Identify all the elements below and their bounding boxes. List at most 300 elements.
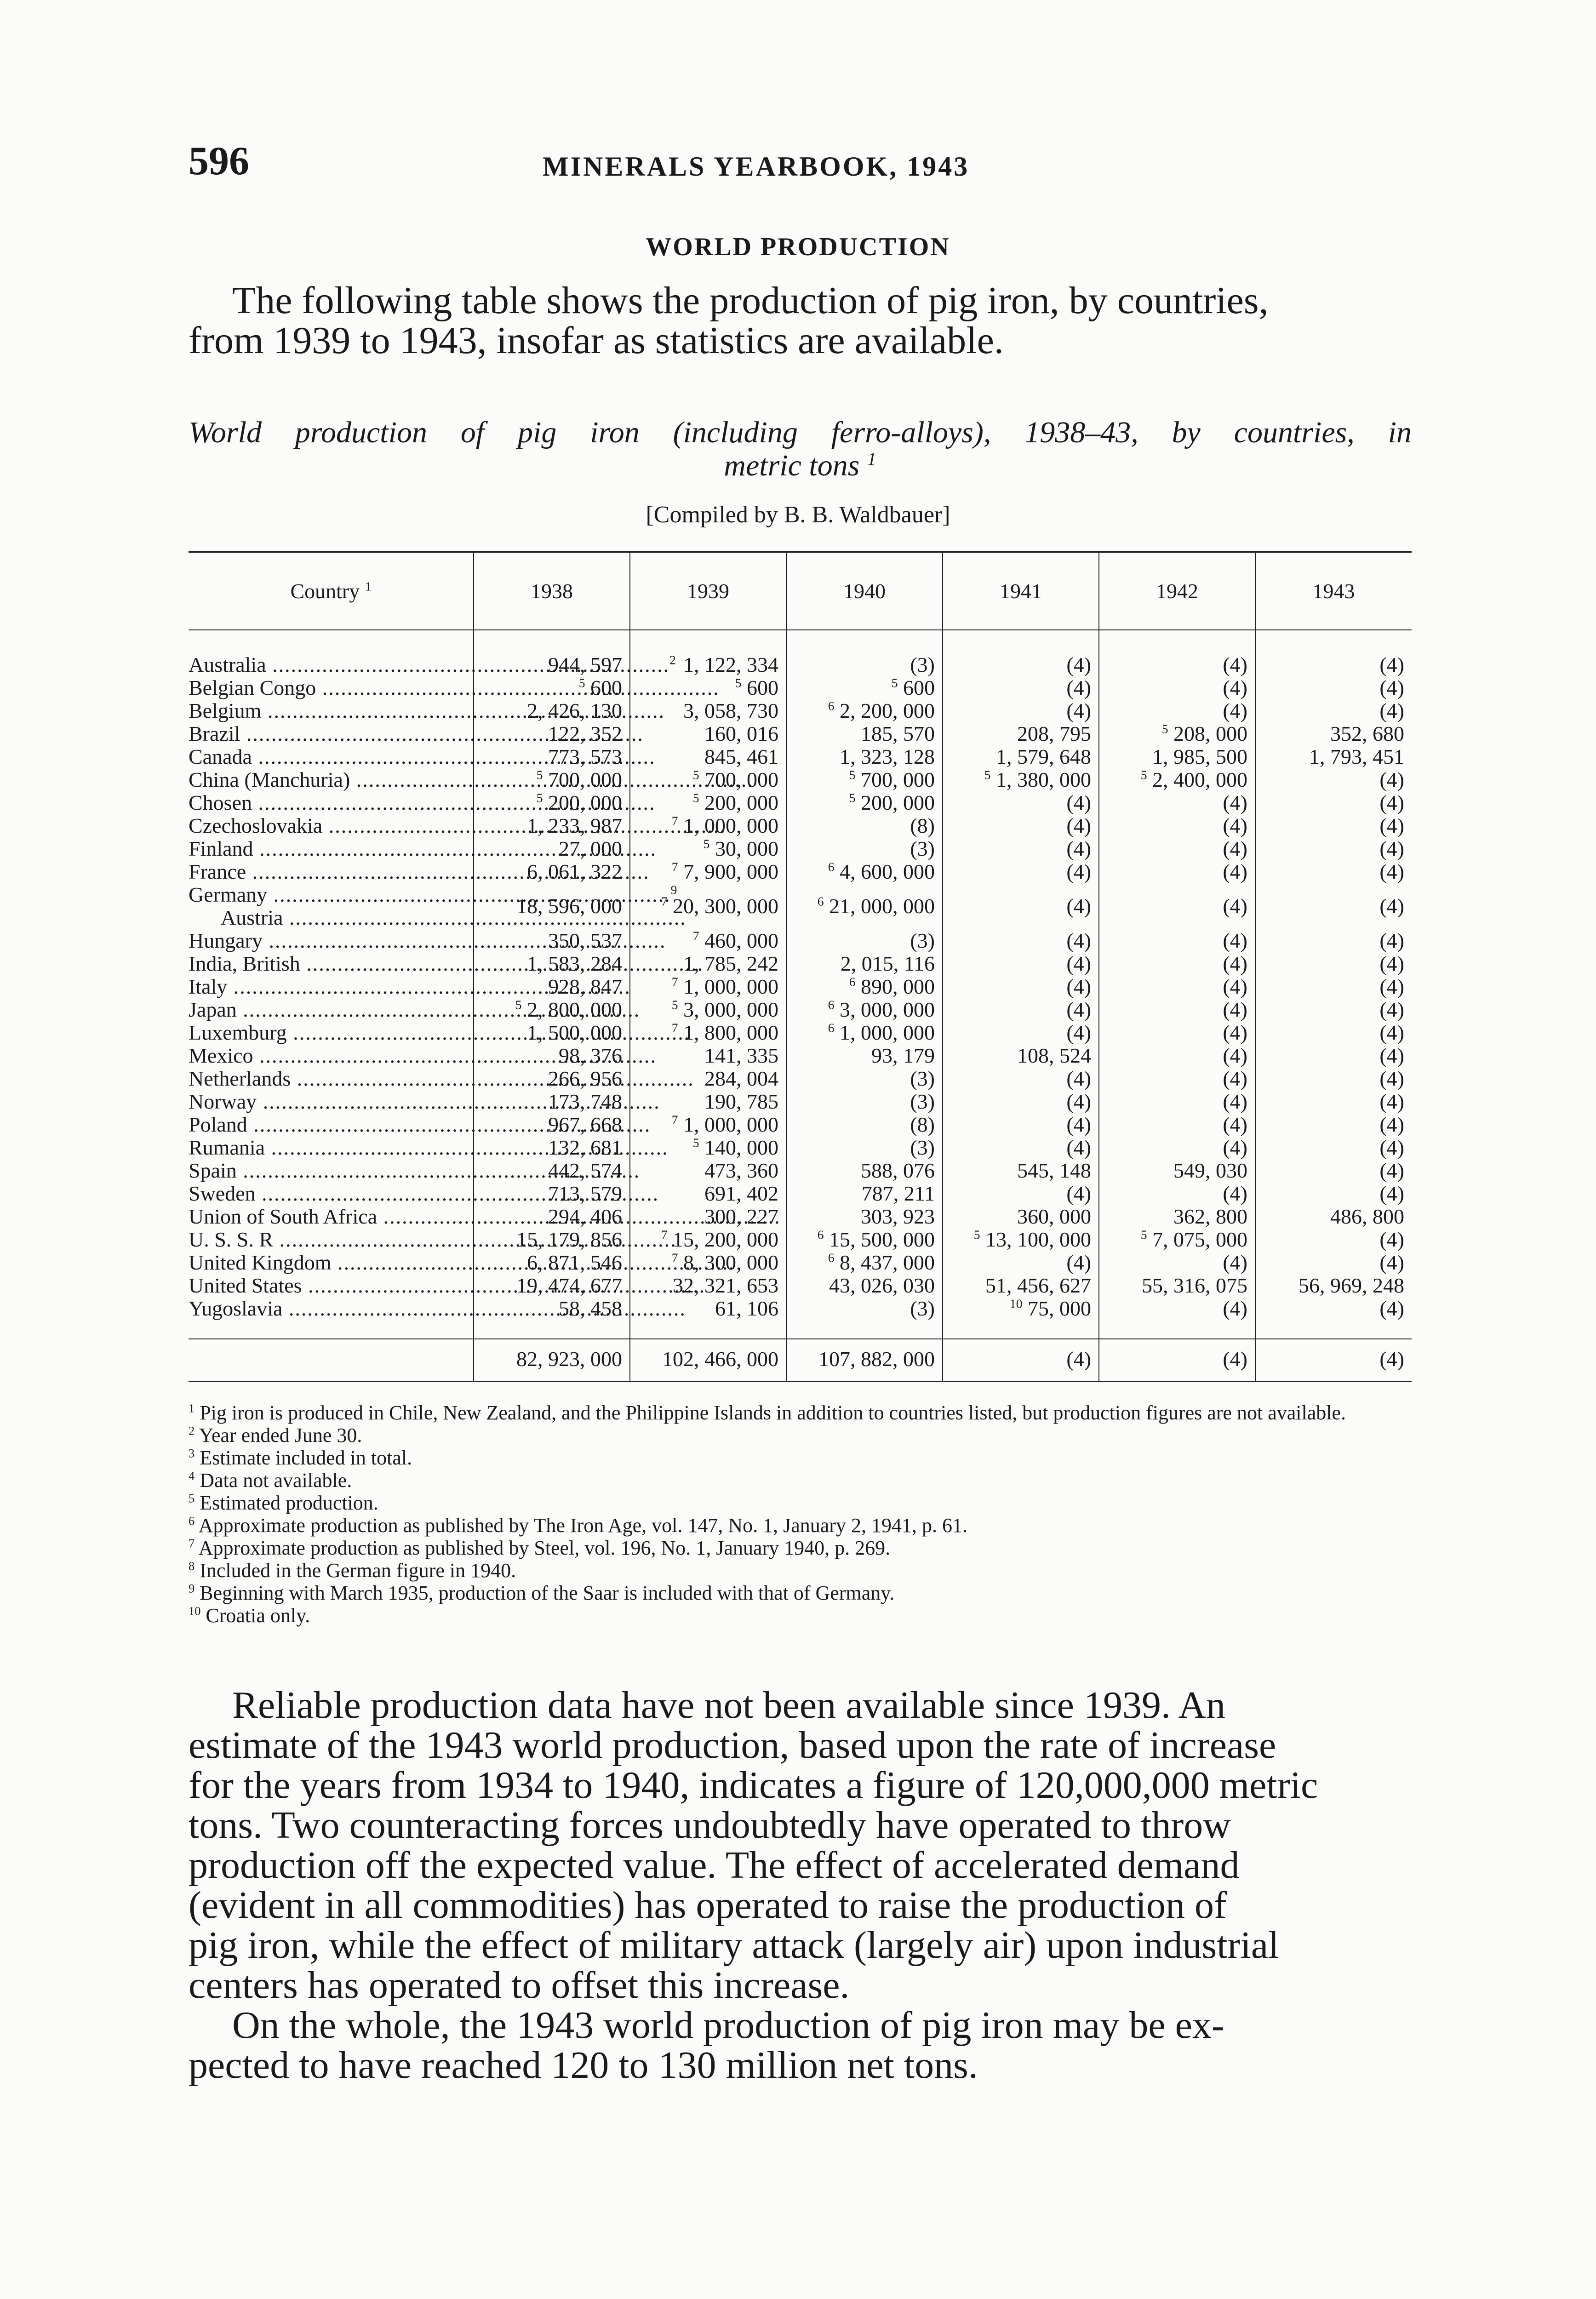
- value-footnote-ref: 7: [671, 1020, 678, 1035]
- value-text: 967, 668: [548, 1113, 622, 1136]
- footnote: [189, 1469, 1412, 1492]
- value-text: 928, 847: [548, 975, 622, 998]
- value-text: (4): [1066, 837, 1091, 860]
- value-cell: [786, 860, 943, 883]
- caption-text: metric tons: [724, 449, 860, 482]
- value-text: (4): [1379, 768, 1404, 791]
- value-cell: [1255, 883, 1412, 929]
- value-text: 284, 004: [704, 1067, 778, 1090]
- table-row: [189, 1297, 1412, 1339]
- value-cell: [943, 814, 1099, 837]
- value-cell: [1099, 1021, 1255, 1044]
- country-footnote-ref: 2: [669, 652, 676, 667]
- value-text: 2, 200, 000: [840, 699, 935, 722]
- value-text: 55, 316, 075: [1142, 1274, 1247, 1297]
- value-footnote-ref: 6: [828, 698, 835, 713]
- country-footnote-ref: 9: [670, 882, 677, 897]
- value-text: (4): [1223, 1090, 1247, 1113]
- value-cell: [1255, 814, 1412, 837]
- spacer-cell: [1255, 630, 1412, 653]
- value-text: 108, 524: [1017, 1044, 1091, 1067]
- value-text: (4): [1379, 929, 1404, 952]
- value-text: 1, 000, 000: [840, 1021, 935, 1044]
- value-text: 691, 402: [704, 1182, 778, 1205]
- country-cell: [189, 722, 474, 745]
- footnote: [189, 1447, 1412, 1469]
- value-text: (4): [1223, 952, 1247, 975]
- value-cell: [943, 676, 1099, 699]
- value-text: 160, 016: [704, 722, 778, 745]
- country-cell: [189, 1021, 474, 1044]
- value-text: 1, 122, 334: [683, 653, 778, 676]
- footnote: [189, 1401, 1412, 1424]
- value-text: 1, 785, 242: [683, 952, 778, 975]
- value-text: 1, 000, 000: [683, 975, 778, 998]
- value-cell: [943, 791, 1099, 814]
- value-text: 30, 000: [715, 837, 778, 860]
- table-row: [189, 1113, 1412, 1136]
- value-cell: [1255, 745, 1412, 768]
- value-text: (4): [1379, 1182, 1404, 1205]
- value-cell: [1255, 1136, 1412, 1159]
- value-text: 700, 000: [548, 768, 622, 791]
- header-year: 1940: [786, 552, 943, 630]
- value-cell: [786, 653, 943, 676]
- value-text: 1, 500, 000: [527, 1021, 622, 1044]
- country-cell: [189, 1113, 474, 1136]
- value-footnote-ref: 7: [661, 1227, 668, 1242]
- footnote-text: Beginning with March 1935, production of the Saar is included with that of Germany.: [200, 1582, 895, 1604]
- value-cell: [1255, 1251, 1412, 1274]
- country-name: Netherlands .....: [189, 1067, 694, 1090]
- country-cell: [189, 1044, 474, 1067]
- value-footnote-ref: 5: [536, 790, 543, 805]
- value-cell: [943, 1251, 1099, 1274]
- value-text: (4): [1223, 998, 1247, 1021]
- caption-line-2: [189, 449, 1412, 482]
- value-text: (3): [910, 929, 935, 952]
- body-line: Reliable production data have not been available since 1939. An: [232, 1684, 1225, 1727]
- value-footnote-ref: 6: [817, 1227, 824, 1242]
- value-text: (4): [1066, 814, 1091, 837]
- table-row: [189, 1021, 1412, 1044]
- value-text: 787, 211: [861, 1182, 935, 1205]
- value-cell: [786, 1182, 943, 1205]
- table-row: [189, 837, 1412, 860]
- value-cell: [1099, 768, 1255, 791]
- value-text: 15, 179, 856: [516, 1228, 622, 1251]
- table-row: [189, 883, 1412, 929]
- value-cell: [1255, 929, 1412, 952]
- country-name: Belgium .....: [189, 699, 665, 722]
- value-text: (4): [1223, 676, 1247, 699]
- footnote-number: 3: [189, 1446, 195, 1460]
- value-cell: [630, 975, 786, 998]
- value-text: 486, 800: [1330, 1205, 1404, 1228]
- value-text: (3): [910, 837, 935, 860]
- value-text: 51, 456, 627: [985, 1274, 1091, 1297]
- production-table: [189, 551, 1412, 1382]
- footnote-text: Year ended June 30.: [199, 1424, 362, 1447]
- value-cell: [1099, 975, 1255, 998]
- table-row: [189, 1274, 1412, 1297]
- value-text: 713, 579: [548, 1182, 622, 1205]
- footnote-number: 2: [189, 1424, 195, 1438]
- value-text: (3): [910, 1090, 935, 1113]
- value-cell: [943, 1090, 1099, 1113]
- value-text: (4): [1223, 699, 1247, 722]
- value-cell: [943, 1044, 1099, 1067]
- footnote-number: 9: [189, 1581, 195, 1596]
- value-text: 362, 800: [1173, 1205, 1247, 1228]
- table-row: [189, 975, 1412, 998]
- page-number: 596: [189, 139, 249, 183]
- value-text: (4): [1379, 1090, 1404, 1113]
- country-cell: [189, 1159, 474, 1182]
- value-cell: [1099, 722, 1255, 745]
- value-text: 200, 000: [861, 791, 935, 814]
- value-text: (4): [1066, 1021, 1091, 1044]
- body-line: (evident in all commodities) has operated to raise the production of: [189, 1884, 1227, 1927]
- value-text: (4): [1223, 791, 1247, 814]
- value-cell: [1099, 1228, 1255, 1251]
- value-cell: [1099, 1297, 1255, 1339]
- value-text: (4): [1066, 1090, 1091, 1113]
- value-text: (3): [910, 1136, 935, 1159]
- value-footnote-ref: 6: [828, 1250, 835, 1265]
- value-cell: [786, 1228, 943, 1251]
- footnotes: [189, 1401, 1412, 1627]
- value-text: 4, 600, 000: [840, 860, 935, 883]
- value-text: 352, 680: [1330, 722, 1404, 745]
- header-year: 1938: [474, 552, 630, 630]
- value-text: 18, 596, 000: [516, 894, 622, 918]
- footnote: [189, 1537, 1412, 1559]
- table-row: [189, 699, 1412, 722]
- value-cell: [1255, 1090, 1412, 1113]
- value-cell: [1099, 860, 1255, 883]
- value-text: (4): [1379, 1136, 1404, 1159]
- value-footnote-ref: 7: [671, 974, 678, 989]
- value-text: 13, 100, 000: [985, 1228, 1091, 1251]
- value-cell: [786, 837, 943, 860]
- value-text: 460, 000: [704, 929, 778, 952]
- table-row: [189, 998, 1412, 1021]
- value-cell: [786, 929, 943, 952]
- value-cell: [943, 837, 1099, 860]
- value-footnote-ref: 7: [671, 1112, 678, 1127]
- table-row: [189, 1205, 1412, 1228]
- value-footnote-ref: 5: [692, 1135, 699, 1150]
- value-footnote-ref: 5: [692, 767, 699, 782]
- country-name: Norway .....: [189, 1090, 660, 1113]
- country-cell: [189, 1205, 474, 1228]
- value-cell: [1099, 653, 1255, 676]
- value-text: 2, 800, 000: [527, 998, 622, 1021]
- country-cell: [189, 745, 474, 768]
- value-text: (4): [1066, 894, 1091, 918]
- table-row: [189, 1090, 1412, 1113]
- table-row: [189, 676, 1412, 699]
- value-cell: [1099, 929, 1255, 952]
- value-text: 773, 573: [548, 745, 622, 768]
- value-text: 1, 233, 987: [527, 814, 622, 837]
- value-footnote-ref: 5: [984, 767, 991, 782]
- table-row: [189, 929, 1412, 952]
- country-cell: [189, 860, 474, 883]
- value-text: 3, 058, 730: [683, 699, 778, 722]
- country-cell: [189, 1228, 474, 1251]
- intro-line: from 1939 to 1943, insofar as statistics are available.: [189, 319, 1004, 362]
- table-row: [189, 1159, 1412, 1182]
- value-cell: [786, 1067, 943, 1090]
- value-text: 944, 597: [548, 653, 622, 676]
- intro-line: The following table shows the production of pig iron, by countries,: [232, 279, 1269, 322]
- value-text: 200, 000: [548, 791, 622, 814]
- footnote-number: 1: [189, 1401, 195, 1415]
- footnote-number: 10: [189, 1604, 201, 1618]
- table-header-row: [189, 552, 1412, 630]
- country-cell: [189, 814, 474, 837]
- value-footnote-ref: 7: [671, 859, 678, 874]
- value-text: 600: [747, 676, 778, 699]
- body-line: production off the expected value. The effect of accelerated demand: [189, 1844, 1240, 1887]
- value-text: (4): [1379, 975, 1404, 998]
- country-name: Brazil .....: [189, 722, 644, 745]
- country-name: China (Manchuria) .....: [189, 768, 754, 791]
- value-text: 600: [903, 676, 935, 699]
- country-name: Union of South Africa .....: [189, 1205, 781, 1228]
- value-footnote-ref: 7: [671, 813, 678, 828]
- value-text: (4): [1223, 1251, 1247, 1274]
- value-text: 1, 793, 451: [1309, 745, 1404, 768]
- value-text: (4): [1223, 837, 1247, 860]
- country-cell: [189, 699, 474, 722]
- value-text: (4): [1379, 837, 1404, 860]
- value-text: (4): [1223, 1113, 1247, 1136]
- value-text: 185, 570: [861, 722, 935, 745]
- footnote: [189, 1582, 1412, 1604]
- value-text: 15, 200, 000: [673, 1228, 778, 1251]
- value-footnote-ref: 5: [536, 767, 543, 782]
- value-text: 7, 075, 000: [1152, 1228, 1247, 1251]
- value-text: 75, 000: [1028, 1297, 1091, 1320]
- section-heading: WORLD PRODUCTION: [646, 233, 950, 261]
- value-text: 549, 030: [1173, 1159, 1247, 1182]
- body-line: On the whole, the 1943 world production of pig iron may be ex-: [232, 2004, 1224, 2047]
- country-name: Rumania .....: [189, 1136, 669, 1159]
- value-text: (4): [1066, 653, 1091, 676]
- caption-footnote-ref: 1: [867, 449, 876, 469]
- value-text: 473, 360: [704, 1159, 778, 1182]
- value-text: (4): [1223, 1297, 1247, 1320]
- value-cell: [1099, 1205, 1255, 1228]
- value-text: (4): [1379, 653, 1404, 676]
- value-text: (4): [1379, 1251, 1404, 1274]
- value-cell: [786, 1044, 943, 1067]
- country-name: U. S. S. R .....: [189, 1228, 677, 1251]
- value-text: 2, 015, 116: [840, 952, 935, 975]
- value-footnote-ref: 5: [703, 836, 710, 851]
- value-text: (4): [1066, 1113, 1091, 1136]
- value-text: 700, 000: [704, 768, 778, 791]
- value-cell: [630, 998, 786, 1021]
- value-text: (4): [1379, 860, 1404, 883]
- footnote-number: 4: [189, 1469, 195, 1483]
- value-text: (4): [1379, 1228, 1404, 1251]
- country-cell: [189, 1067, 474, 1090]
- footnote-text: Approximate production as published by The Iron Age, vol. 147, No. 1, January 2, 1941, p. 61.: [198, 1514, 967, 1537]
- value-text: (4): [1223, 1021, 1247, 1044]
- value-cell: [786, 1090, 943, 1113]
- value-text: 208, 000: [1173, 722, 1247, 745]
- value-text: 1, 000, 000: [683, 1113, 778, 1136]
- value-cell: [1099, 699, 1255, 722]
- value-footnote-ref: 5: [671, 997, 678, 1012]
- country-cell: [189, 676, 474, 699]
- value-footnote-ref: 10: [1009, 1296, 1023, 1311]
- value-text: 190, 785: [704, 1090, 778, 1113]
- value-text: (4): [1066, 860, 1091, 883]
- value-text: (4): [1223, 653, 1247, 676]
- value-text: 1, 583, 284: [527, 952, 622, 975]
- body-paragraph-2: [189, 2005, 1412, 2085]
- value-footnote-ref: 7: [671, 1250, 678, 1265]
- value-cell: [786, 699, 943, 722]
- spacer-cell: [786, 630, 943, 653]
- footnote-number: 5: [189, 1491, 195, 1505]
- country-cell: [189, 1251, 474, 1274]
- value-text: 294, 406: [548, 1205, 622, 1228]
- value-cell: [1099, 1159, 1255, 1182]
- value-text: (3): [910, 1297, 935, 1320]
- value-footnote-ref: 5: [1161, 721, 1168, 736]
- body-line: centers has operated to offset this increase.: [189, 1964, 850, 2007]
- value-cell: [1099, 745, 1255, 768]
- table-row: [189, 768, 1412, 791]
- country-cell: [189, 837, 474, 860]
- footnote: [189, 1514, 1412, 1537]
- value-text: 2, 400, 000: [1152, 768, 1247, 791]
- value-cell: [1255, 1205, 1412, 1228]
- value-cell: [1099, 791, 1255, 814]
- value-cell: [1255, 676, 1412, 699]
- value-text: (4): [1379, 699, 1404, 722]
- table-row: [189, 814, 1412, 837]
- value-text: (4): [1066, 998, 1091, 1021]
- spacer-cell: [474, 630, 630, 653]
- footnote: [189, 1424, 1412, 1447]
- table-caption: [189, 416, 1412, 482]
- value-text: (4): [1223, 860, 1247, 883]
- value-cell: [1099, 676, 1255, 699]
- value-text: (4): [1223, 975, 1247, 998]
- value-cell: [1255, 975, 1412, 998]
- value-cell: [786, 975, 943, 998]
- value-cell: [1099, 883, 1255, 929]
- value-text: 58, 458: [559, 1297, 622, 1320]
- value-cell: [943, 860, 1099, 883]
- total-cell: (4): [1255, 1339, 1412, 1382]
- value-cell: [943, 1113, 1099, 1136]
- value-cell: [786, 1021, 943, 1044]
- value-text: (4): [1379, 1159, 1404, 1182]
- value-text: (4): [1379, 1044, 1404, 1067]
- value-text: 890, 000: [861, 975, 935, 998]
- value-text: 208, 795: [1017, 722, 1091, 745]
- value-cell: [1099, 1113, 1255, 1136]
- value-text: 8, 300, 000: [683, 1251, 778, 1274]
- value-text: 98, 376: [559, 1044, 622, 1067]
- value-footnote-ref: 5: [735, 675, 742, 690]
- value-text: 845, 461: [704, 745, 778, 768]
- country-cell: [189, 1136, 474, 1159]
- intro-paragraph: [189, 280, 1412, 360]
- value-text: 43, 026, 030: [829, 1274, 935, 1297]
- total-cell: 82, 923, 000: [474, 1339, 630, 1382]
- footnote-number: 7: [189, 1536, 195, 1550]
- spacer-cell: [189, 630, 474, 653]
- value-cell: [943, 1228, 1099, 1251]
- compiled-by: [Compiled by B. B. Waldbauer]: [646, 502, 950, 528]
- value-cell: [1099, 1182, 1255, 1205]
- value-cell: [1255, 1159, 1412, 1182]
- country-name: Luxemburg .....: [189, 1021, 690, 1044]
- value-cell: [943, 722, 1099, 745]
- value-text: (4): [1223, 1067, 1247, 1090]
- value-text: 173, 748: [548, 1090, 622, 1113]
- body-line: tons. Two counteracting forces undoubtedly have operated to throw: [189, 1804, 1231, 1847]
- value-cell: [943, 998, 1099, 1021]
- value-cell: [1099, 998, 1255, 1021]
- country-name: Germany .....: [189, 883, 671, 906]
- value-cell: [943, 929, 1099, 952]
- value-footnote-ref: 5: [849, 790, 856, 805]
- value-cell: [786, 722, 943, 745]
- body-line: pig iron, while the effect of military attack (largely air) upon industrial: [189, 1924, 1279, 1967]
- value-cell: [630, 1159, 786, 1182]
- spacer-cell: [943, 630, 1099, 653]
- value-footnote-ref: 5: [891, 675, 898, 690]
- value-text: (4): [1379, 676, 1404, 699]
- total-cell: 102, 466, 000: [630, 1339, 786, 1382]
- value-cell: [1099, 814, 1255, 837]
- total-label-cell: [189, 1339, 474, 1382]
- table-row: [189, 722, 1412, 745]
- value-text: 32, 321, 653: [673, 1274, 778, 1297]
- value-cell: [943, 952, 1099, 975]
- value-footnote-ref: 5: [1140, 767, 1147, 782]
- value-text: 61, 106: [715, 1297, 778, 1320]
- footnote-text: Pig iron is produced in Chile, New Zealand, and the Philippine Islands in addition to countries listed, but production figures are not available.: [200, 1401, 1346, 1424]
- country-name: Mexico .....: [189, 1044, 657, 1067]
- value-cell: [786, 952, 943, 975]
- value-cell: [943, 768, 1099, 791]
- footnote: [189, 1492, 1412, 1514]
- spacer-cell: [1099, 630, 1255, 653]
- value-text: (4): [1066, 929, 1091, 952]
- value-cell: [786, 1136, 943, 1159]
- country-cell: [189, 1090, 474, 1113]
- value-footnote-ref: 7: [692, 928, 699, 943]
- value-text: 600: [590, 676, 622, 699]
- value-text: 56, 969, 248: [1299, 1274, 1404, 1297]
- country-cell: [189, 929, 474, 952]
- header-year: 1942: [1099, 552, 1255, 630]
- value-cell: [1255, 1067, 1412, 1090]
- table-row: [189, 653, 1412, 676]
- value-cell: [943, 699, 1099, 722]
